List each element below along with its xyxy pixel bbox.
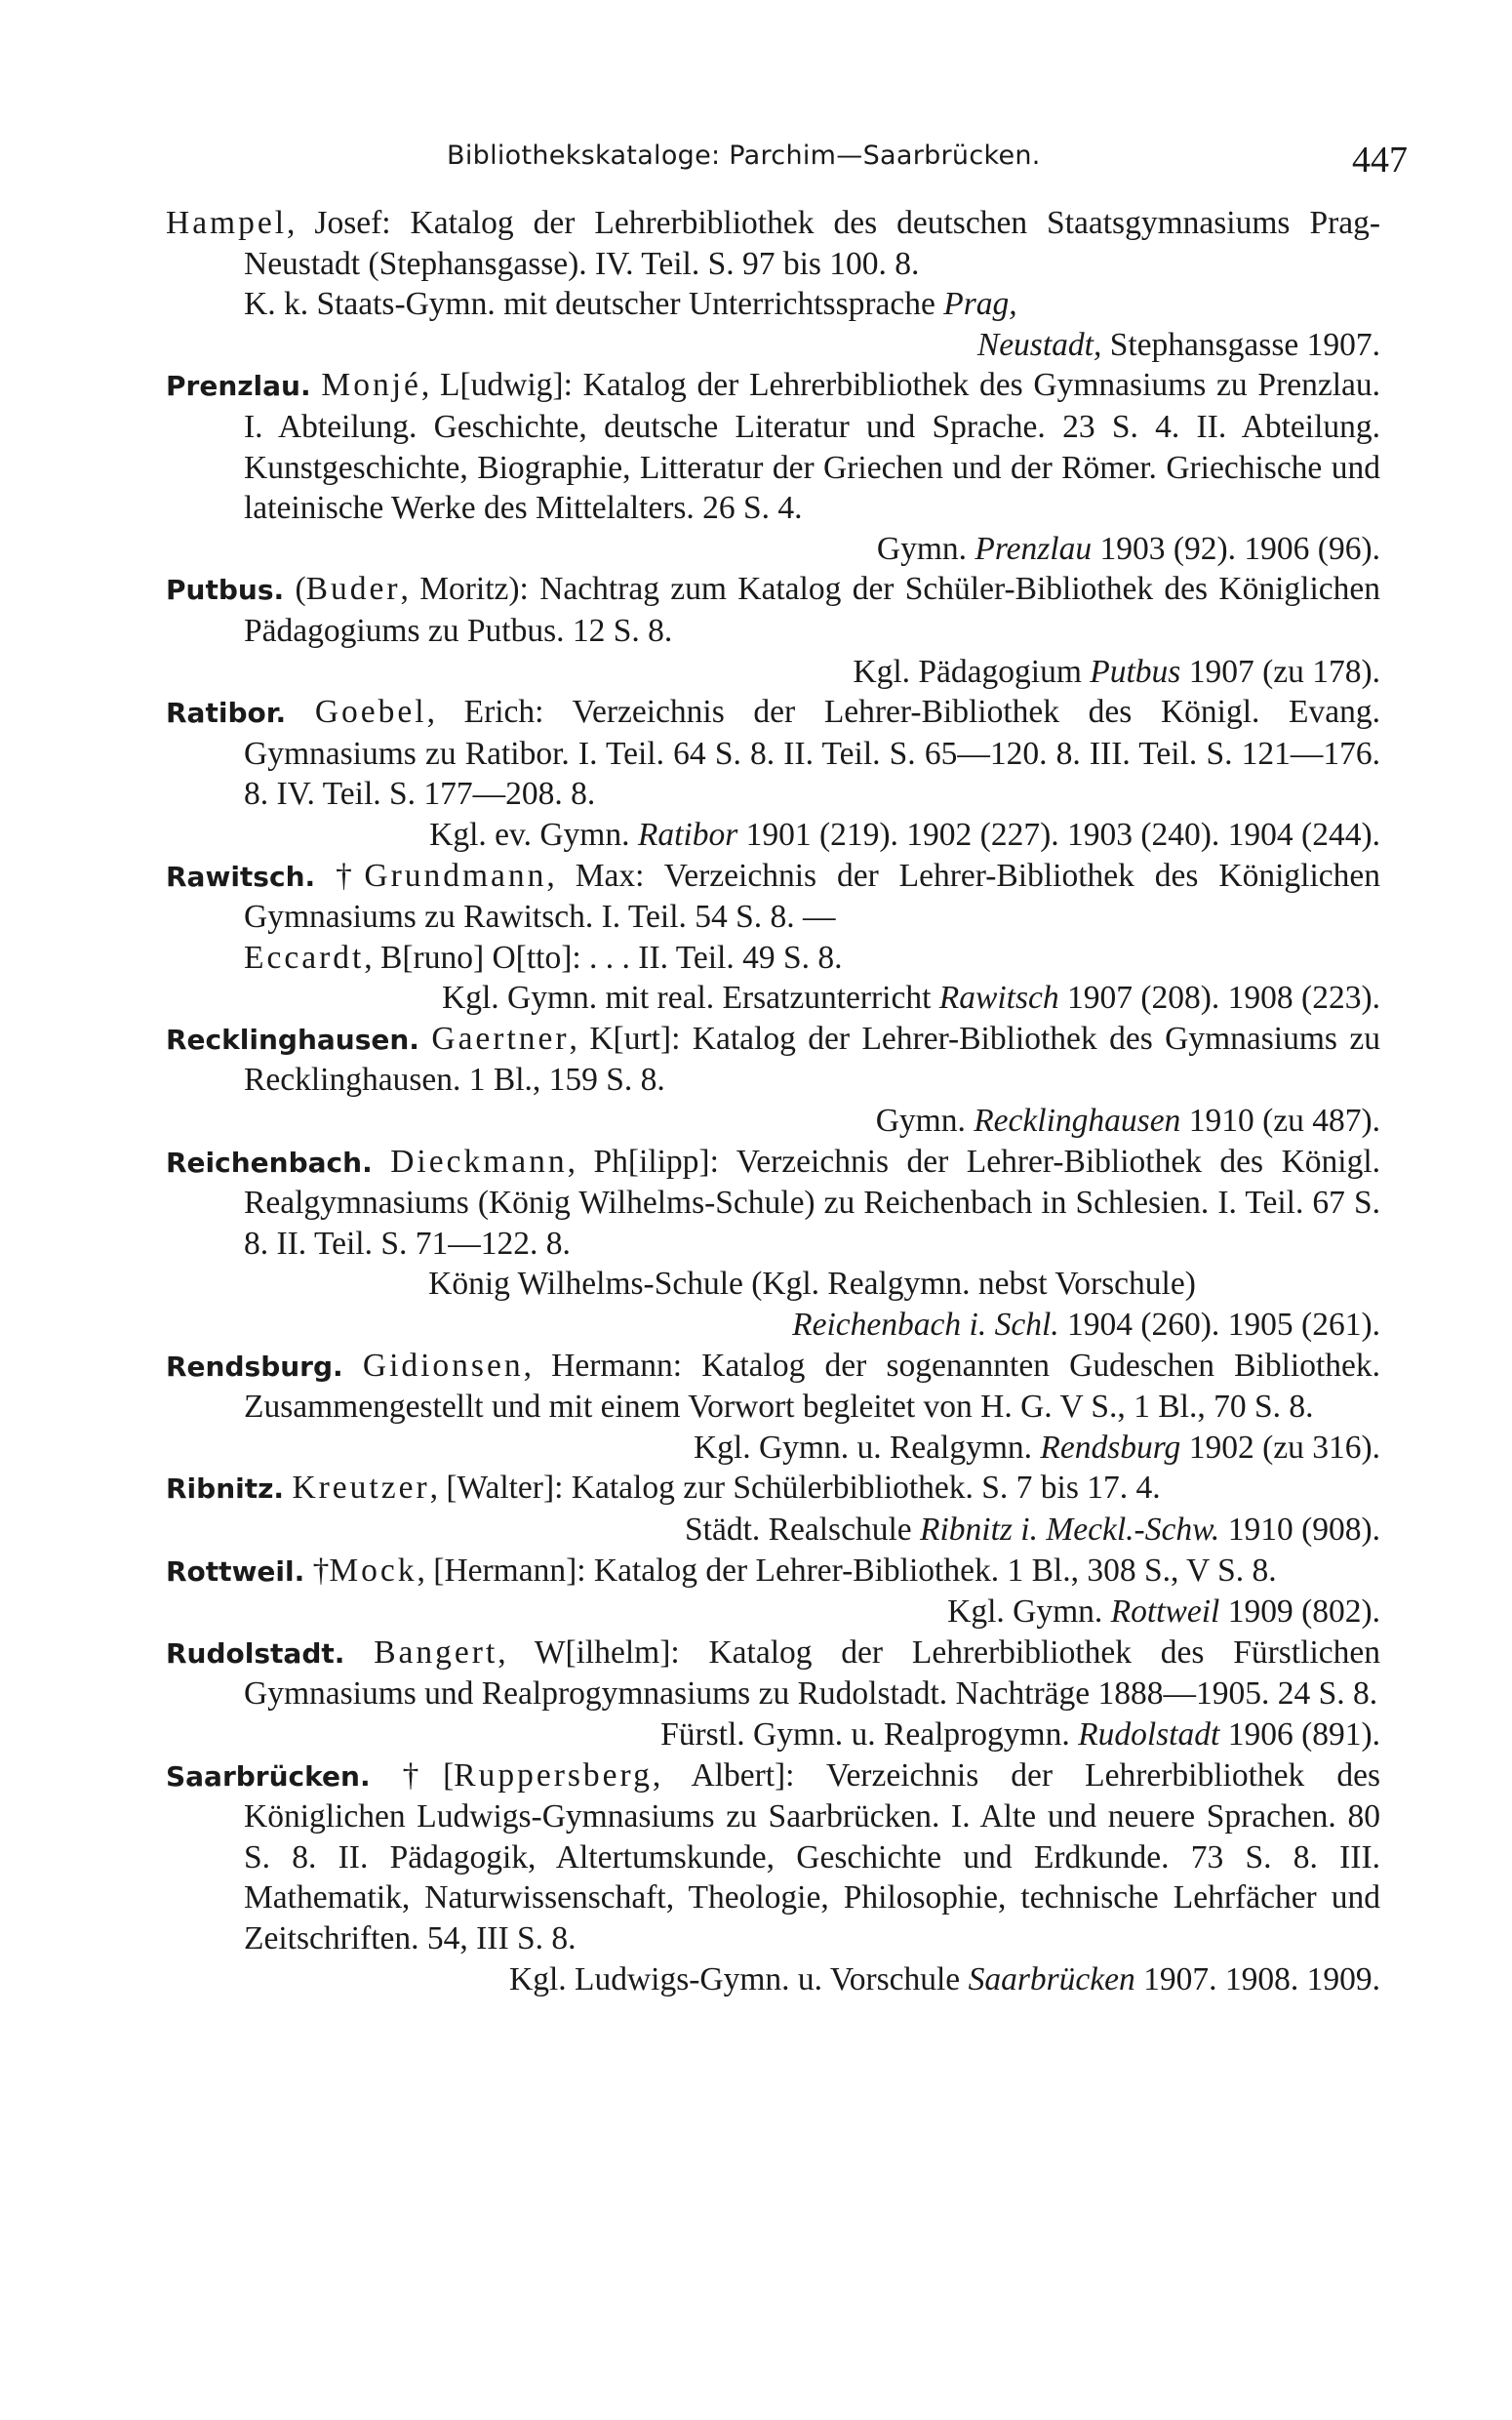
entry-holder-place: Recklinghausen [974, 1103, 1181, 1140]
catalog-entry [166, 1346, 1380, 1469]
entry-holder-institution: Kgl. Gymn. [947, 1593, 1103, 1631]
entry-place: Rottweil. [166, 1554, 305, 1588]
entry-author: Gaertner [431, 1020, 570, 1057]
entry-holder-institution: Kgl. Gymn. u. Realgymn. [693, 1429, 1033, 1466]
entry-author: Kreutzer [292, 1470, 430, 1507]
entry-author: Hampel [166, 205, 288, 241]
entry-prefix: † [336, 857, 365, 894]
catalog-entry [166, 1755, 1380, 2000]
entry-text: , [Walter]: Katalog zur Schülerbibliothek. S. 7 bis 17. 4. [429, 1470, 1161, 1507]
entry-holder-years: 1910 (908). [1227, 1512, 1380, 1548]
catalog-entry [166, 1019, 1380, 1142]
entry-holder-place: Ribnitz i. Meckl.-Schw. [920, 1512, 1220, 1548]
catalog-entry [166, 203, 1380, 365]
entry-place: Rudolstadt. [166, 1636, 345, 1670]
entry-author: Grundmann [364, 857, 547, 894]
entry-text: , Erich: Verzeichnis der Lehrer-Bibliothek des Königl. Evang. Gymnasiums zu Ratibor. I. Teil. 64 S. 8. II. Teil. S. 65—120. 8. III. Teil. S. 121—176. 8. IV. Teil. S. 177—208. 8. [244, 694, 1380, 813]
entry-holder-years: 1907 (208). 1908 (223). [1067, 980, 1380, 1017]
page-number: 447 [1352, 140, 1408, 181]
entry-extra: K. k. Staats-Gymn. mit deutscher Unterrichtssprache [244, 286, 935, 323]
entry-extra-italic: Prag, [943, 286, 1017, 323]
entry-text: , Josef: Katalog der Lehrerbibliothek des deutschen Staatsgymnasiums Prag-Neustadt (Stephansgasse). IV. Teil. S. 97 bis 100. 8. [244, 205, 1380, 282]
entry-holder-institution: Kgl. ev. Gymn. [429, 816, 630, 853]
entry-prefix: † [312, 1552, 330, 1589]
entry-text: , Albert]: Verzeichnis der Lehrerbibliothek des Königlichen Ludwigs-Gymnasiums zu Saarbrücken. I. Alte und neuere Sprachen. 80 S. 8. II. Pädagogik, Altertumskunde, Geschichte und Erdkunde. 73 S. 8. III. Mathematik, Naturwissenschaft, Theologie, Philosophie, technische Lehrfächer und Zeitschriften. 54, III S. 8. [244, 1756, 1380, 1956]
entry-holder-institution: Fürstl. Gymn. u. Realprogymn. [660, 1715, 1070, 1753]
catalog-entry [166, 569, 1380, 692]
entry-holder-place: Rendsburg [1040, 1429, 1181, 1466]
entry-holder-years: 1910 (zu 487). [1188, 1103, 1380, 1140]
entry-holder-place: Putbus [1090, 653, 1181, 690]
catalog-entry [166, 365, 1380, 569]
entry-holder-place: Neustadt, [976, 326, 1102, 363]
entry-place: Recklinghausen. [166, 1023, 419, 1056]
entry-holder-place: Rottweil [1110, 1593, 1220, 1631]
catalog-entry [166, 1142, 1380, 1346]
entry-holder-place: Saarbrücken [968, 1960, 1135, 1997]
entry-place: Rawitsch. [166, 860, 316, 893]
entry-holder-years: 1904 (260). 1905 (261). [1067, 1307, 1380, 1344]
entry-text: , Moritz): Nachtrag zum Katalog der Schüler-Bibliothek des Königlichen Pädagogiums zu Putbus. 12 S. 8. [244, 571, 1380, 649]
entry-author: Dieckmann [390, 1143, 568, 1180]
entry-holder-years: 1901 (219). 1902 (227). 1903 (240). 1904 (244). [745, 816, 1380, 853]
entry-holder-years: 1902 (zu 316). [1188, 1429, 1380, 1466]
entry-holder-institution: Städt. Realschule [685, 1512, 912, 1548]
catalog-entry [166, 856, 1380, 1019]
entry-author: Gidionsen [362, 1347, 524, 1384]
running-head: Bibliothekskataloge: Parchim—Saarbrücken. [447, 141, 1041, 171]
entry-holder: Stephansgasse 1907. [1109, 326, 1380, 363]
entry-author: Bangert [374, 1634, 498, 1671]
entry-prefix: ( [295, 571, 306, 608]
entry-author: Mock [329, 1552, 418, 1589]
entry-place: Saarbrücken. [166, 1759, 371, 1793]
entry-holder-place: Reichenbach i. Schl. [792, 1307, 1059, 1344]
entry-author: Goebel [314, 694, 427, 731]
entry-holder-place: Rawitsch [938, 980, 1059, 1017]
entry-extra: König Wilhelms-Schule (Kgl. Realgymn. nebst Vorschule) [428, 1266, 1196, 1303]
entry-author: Buder [305, 571, 401, 608]
entry-place: Ratibor. [166, 697, 287, 730]
entry-author: Monjé [321, 367, 421, 404]
entry-holder-institution: Kgl. Gymn. mit real. Ersatzunterricht [442, 980, 932, 1017]
entry-holder-place: Ratibor [637, 816, 738, 853]
entry-text: , [Hermann]: Katalog der Lehrer-Bibliothek. 1 Bl., 308 S., V S. 8. [417, 1552, 1277, 1589]
entry-holder-institution: Kgl. Ludwigs-Gymn. u. Vorschule [509, 1960, 961, 1997]
entry-holder-institution: Gymn. [875, 1103, 966, 1140]
entry-place: Prenzlau. [166, 370, 311, 403]
catalog-entry [166, 1551, 1380, 1633]
entry-holder-institution: Kgl. Pädagogium [853, 653, 1082, 690]
entry-holder-years: 1907 (zu 178). [1188, 653, 1380, 690]
catalog-entry [166, 692, 1380, 855]
entry-text: , L[udwig]: Katalog der Lehrerbibliothek des Gymnasiums zu Prenzlau. I. Abteilung. Geschichte, deutsche Literatur und Sprache. 23 S. 4. II. Abteilung. Kunstgeschichte, Biographie, Litteratur der Griechen und der Römer. Griechische und lateinische Werke des Mittelalters. 26 S. 4. [244, 367, 1381, 527]
entry-place: Reichenbach. [166, 1146, 373, 1179]
entry-holder-years: 1907. 1908. 1909. [1143, 1960, 1380, 1997]
entry-text: , Max: Verzeichnis der Lehrer-Bibliothek des Königlichen Gymnasiums zu Rawitsch. I. Teil. 54 S. 8. — [244, 857, 1381, 936]
entry-holder-years: 1903 (92). 1906 (96). [1099, 530, 1380, 567]
entry-text: , Ph[ilipp]: Verzeichnis der Lehrer-Bibliothek des Königl. Realgymnasiums (König Wilhelms-Schule) zu Reichenbach in Schlesien. I. Teil. 67 S. 8. II. Teil. S. 71—122. 8. [244, 1143, 1380, 1262]
catalog-entry [166, 1633, 1380, 1755]
entry-place: Ribnitz. [166, 1472, 285, 1506]
entry-holder-years: 1909 (802). [1227, 1593, 1380, 1631]
entry-text: , W[ilhelm]: Katalog der Lehrerbibliothek des Fürstlichen Gymnasiums und Realprogymnasiums zu Rudolstadt. Nachträge 1888—1905. 24 S. 8. [244, 1634, 1380, 1713]
entry-holder-years: 1906 (891). [1227, 1715, 1380, 1753]
entry-place: Putbus. [166, 574, 285, 607]
entry-prefix: †[ [402, 1756, 455, 1794]
entry-holder-institution: Gymn. [876, 530, 968, 567]
catalog-entries [166, 203, 1380, 1999]
entry-author: Ruppersberg [454, 1756, 653, 1794]
entry-holder-place: Prenzlau [975, 530, 1093, 567]
entry-extra: , B[runo] O[tto]: . . . II. Teil. 49 S. 8. [364, 939, 843, 976]
entry-holder-place: Rudolstadt [1078, 1715, 1220, 1753]
entry-place: Rendsburg. [166, 1350, 343, 1383]
entry-coauthor: Eccardt [244, 939, 365, 976]
entry-text: , Hermann: Katalog der sogenannten Gudeschen Bibliothek. Zusammengestellt und mit einem Vorwort begleitet von H. G. V S., 1 Bl., 70 S. 8. [244, 1347, 1380, 1426]
catalog-entry [166, 1468, 1380, 1550]
entry-text: , K[urt]: Katalog der Lehrer-Bibliothek des Gymnasiums zu Recklinghausen. 1 Bl., 159 S. 8. [244, 1020, 1381, 1099]
